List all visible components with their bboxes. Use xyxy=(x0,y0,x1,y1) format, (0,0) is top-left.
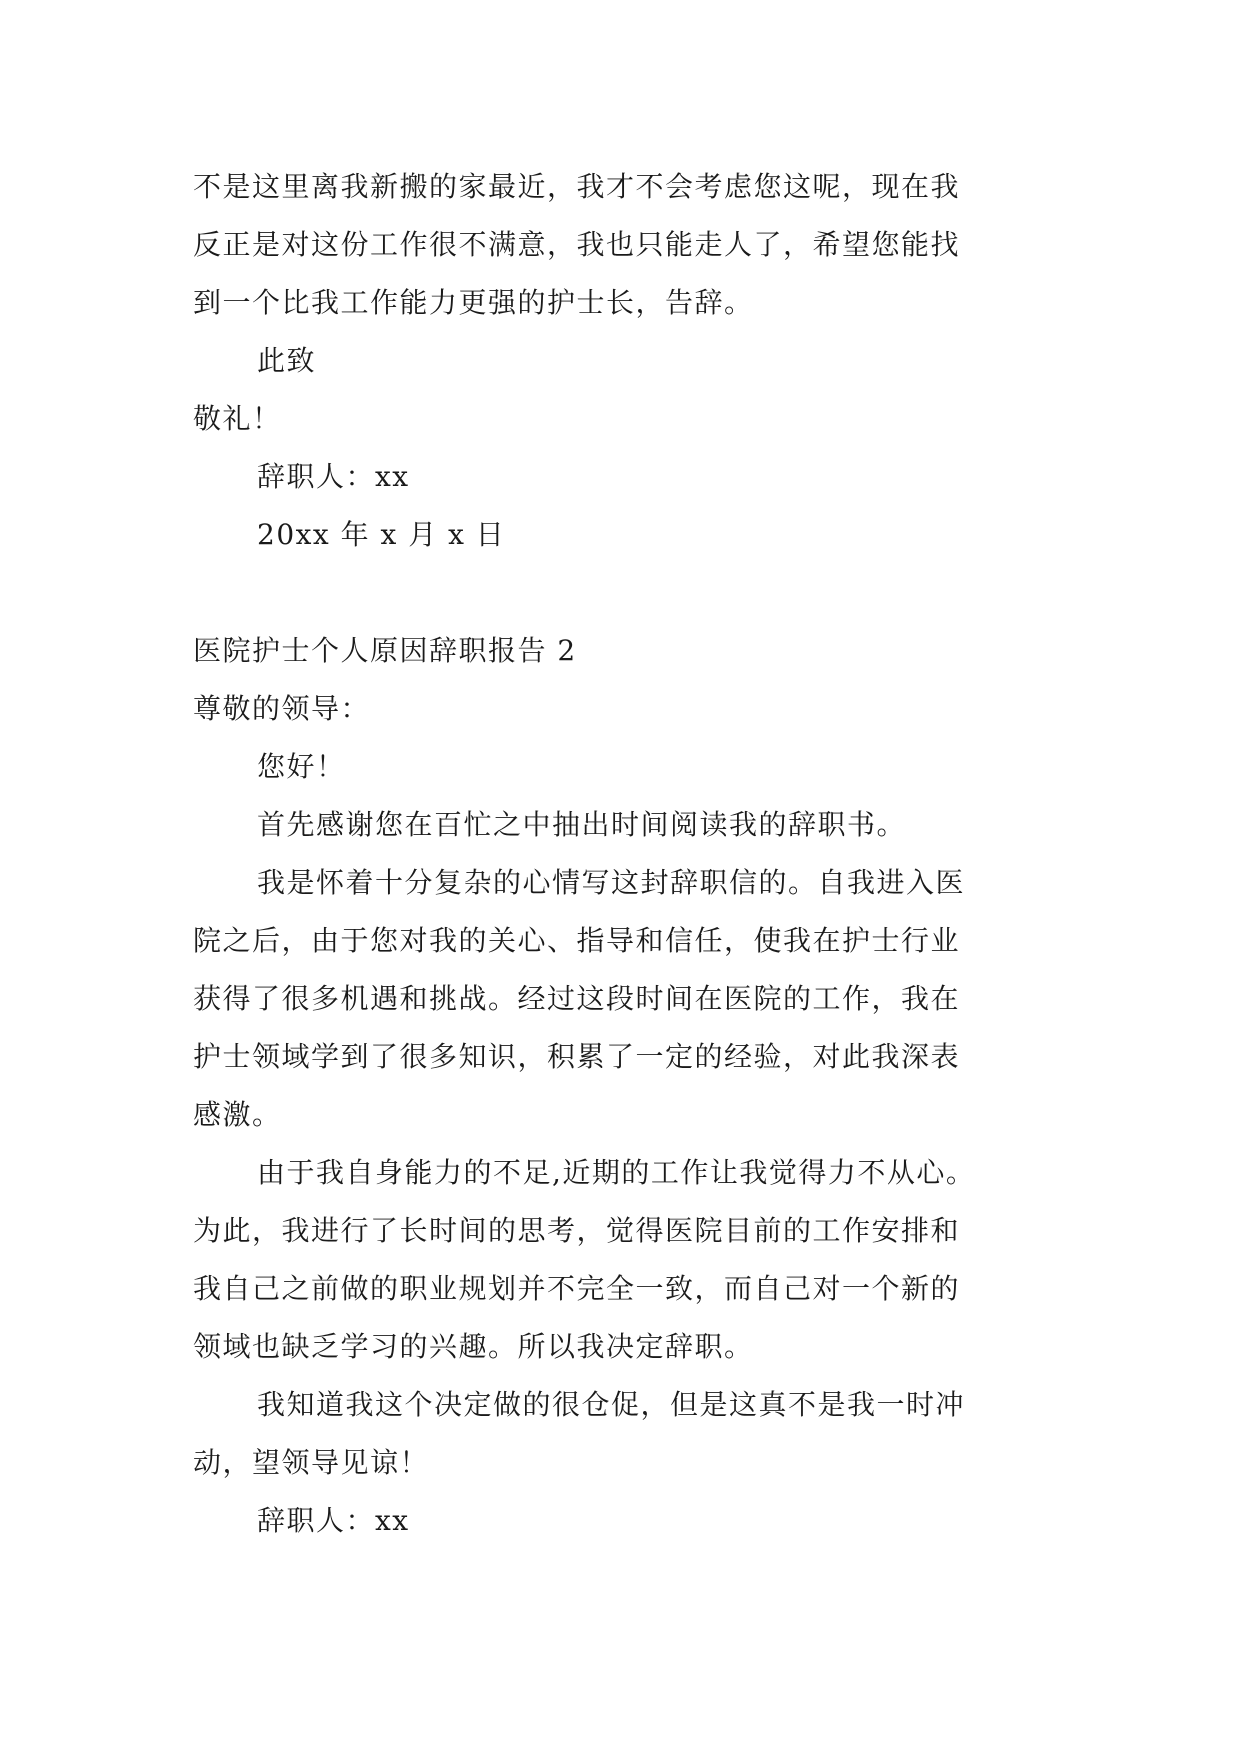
paragraph-line: 我自己之前做的职业规划并不完全一致，而自己对一个新的 xyxy=(193,1272,961,1305)
document-page xyxy=(193,158,1053,1550)
closing-salute: 敬礼！ xyxy=(193,402,282,435)
body-line: 到一个比我工作能力更强的护士长，告辞。 xyxy=(193,286,754,319)
paragraph-line: 感激。 xyxy=(193,1098,282,1131)
salutation: 尊敬的领导： xyxy=(193,692,371,725)
paragraph-line: 院之后，由于您对我的关心、指导和信任，使我在护士行业 xyxy=(193,924,961,957)
signature: 辞职人：xx xyxy=(257,1504,410,1537)
paragraph-line: 获得了很多机遇和挑战。经过这段时间在医院的工作，我在 xyxy=(193,982,961,1015)
paragraph-line: 护士领域学到了很多知识，积累了一定的经验，对此我深表 xyxy=(193,1040,961,1073)
paragraph-line: 动，望领导见谅！ xyxy=(193,1446,430,1479)
letter1-tail xyxy=(193,158,1053,564)
section-gap xyxy=(193,564,1053,622)
greeting: 您好！ xyxy=(257,750,346,783)
letter-title: 医院护士个人原因辞职报告 2 xyxy=(193,634,577,667)
body-line: 反正是对这份工作很不满意，我也只能走人了，希望您能找 xyxy=(193,228,961,261)
letter2 xyxy=(193,622,1053,1550)
signature: 辞职人：xx xyxy=(257,460,410,493)
body-line: 不是这里离我新搬的家最近，我才不会考虑您这呢，现在我 xyxy=(193,170,961,203)
paragraph-line: 领域也缺乏学习的兴趣。所以我决定辞职。 xyxy=(193,1330,754,1363)
paragraph-line: 首先感谢您在百忙之中抽出时间阅读我的辞职书。 xyxy=(257,808,907,841)
paragraph-line: 由于我自身能力的不足,近期的工作让我觉得力不从心。 xyxy=(257,1156,976,1189)
paragraph-line: 我是怀着十分复杂的心情写这封辞职信的。自我进入医 xyxy=(257,866,966,899)
paragraph-line: 为此，我进行了长时间的思考，觉得医院目前的工作安排和 xyxy=(193,1214,961,1247)
closing-line: 此致 xyxy=(257,344,317,377)
date: 20xx 年 x 月 x 日 xyxy=(257,518,506,551)
paragraph-line: 我知道我这个决定做的很仓促，但是这真不是我一时冲 xyxy=(257,1388,966,1421)
